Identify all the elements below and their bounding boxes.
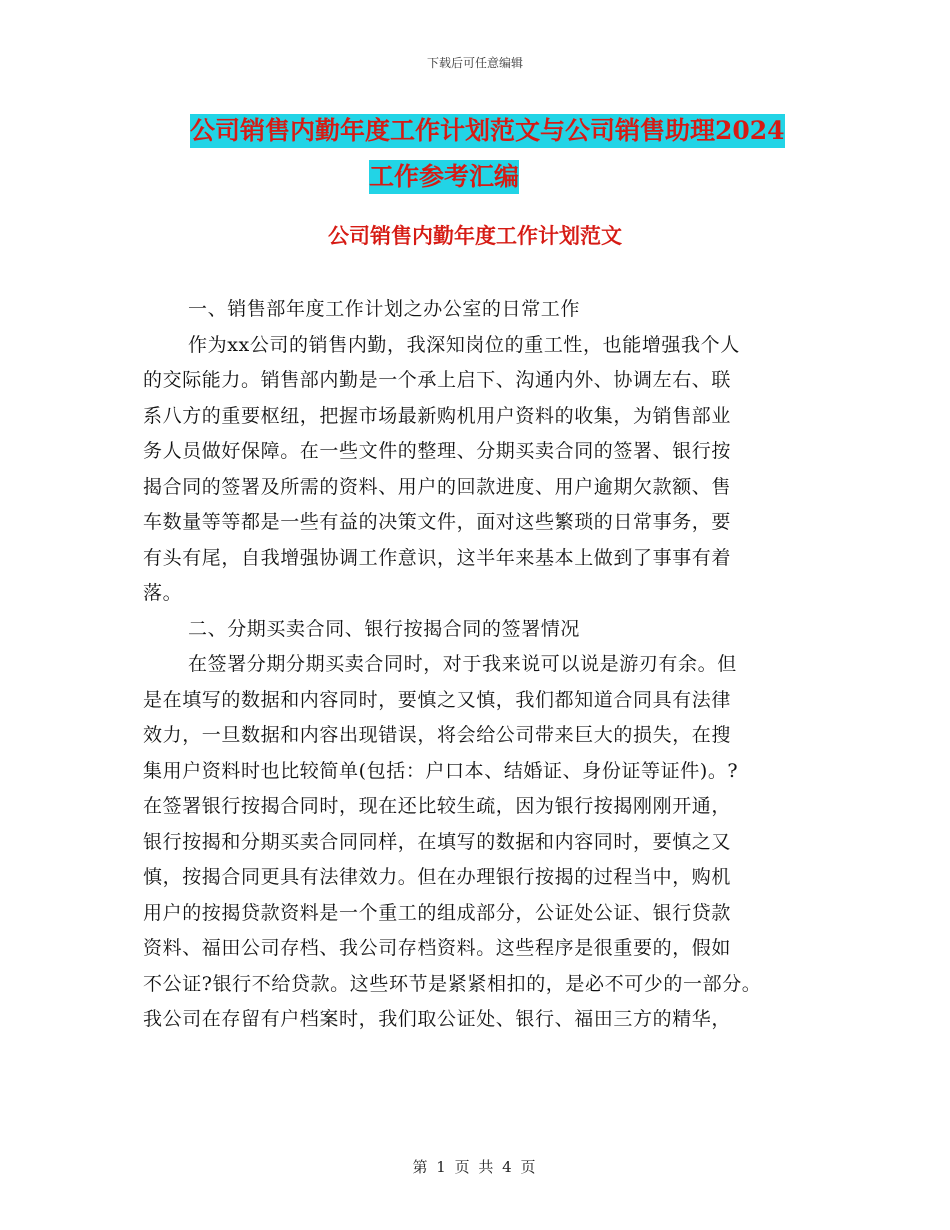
paragraph-line: 有头有尾，自我增强协调工作意识，这半年来基本上做到了事事有着 bbox=[143, 546, 732, 569]
heading-2: 二、分期买卖合同、银行按揭合同的签署情况 bbox=[188, 617, 581, 640]
page-footer: 第 1 页 共 4 页 bbox=[412, 1158, 538, 1176]
section-title: 公司销售内勤年度工作计划范文 bbox=[328, 223, 622, 248]
heading-1: 一、销售部年度工作计划之办公室的日常工作 bbox=[188, 298, 581, 320]
paragraph-line: 在签署分期分期买卖合同时，对于我来说可以说是游刃有余。但 bbox=[188, 653, 737, 675]
paragraph-line: 我公司在存留有户档案时，我们取公证处、银行、福田三方的精华， bbox=[143, 1008, 732, 1030]
paragraph-line: 在签署银行按揭合同时，现在还比较生疏，因为银行按揭刚刚开通， bbox=[143, 795, 732, 817]
paragraph-line: 资料、福田公司存档、我公司存档资料。这些程序是很重要的，假如 bbox=[143, 937, 732, 959]
header-note: 下载后可任意编辑 bbox=[426, 56, 523, 70]
paragraph-line: 揭合同的签署及所需的资料、用户的回款进度、用户逾期欠款额、售 bbox=[143, 475, 732, 498]
title-line-1: 公司销售内勤年度工作计划范文与公司销售助理2024 bbox=[190, 114, 785, 148]
paragraph-line: 不公证?银行不给贷款。这些环节是紧紧相扣的，是必不可少的一部分。 bbox=[143, 972, 762, 995]
paragraph-line: 效力，一旦数据和内容出现错误，将会给公司带来巨大的损失，在搜 bbox=[143, 724, 732, 746]
body-text bbox=[143, 292, 823, 1038]
paragraph-line: 用户的按揭贷款资料是一个重工的组成部分，公证处公证、银行贷款 bbox=[143, 901, 732, 924]
paragraph-line: 的交际能力。销售部内勤是一个承上启下、沟通内外、协调左右、联 bbox=[143, 369, 732, 391]
paragraph-line: 集用户资料时也比较简单(包括：户口本、结婚证、身份证等证件)。? bbox=[143, 759, 739, 782]
paragraph-line: 务人员做好保障。在一些文件的整理、分期买卖合同的签署、银行按 bbox=[143, 440, 732, 462]
paragraph-line: 作为xx公司的销售内勤，我深知岗位的重工性，也能增强我个人 bbox=[188, 333, 740, 356]
paragraph-line: 银行按揭和分期买卖合同同样，在填写的数据和内容同时，要慎之又 bbox=[143, 830, 732, 853]
paragraph-line: 系八方的重要枢纽，把握市场最新购机用户资料的收集，为销售部业 bbox=[143, 404, 732, 427]
title-line-2: 工作参考汇编 bbox=[369, 160, 519, 194]
paragraph-line: 是在填写的数据和内容同时，要慎之又慎，我们都知道合同具有法律 bbox=[143, 688, 732, 711]
document-title bbox=[190, 108, 810, 200]
paragraph-line: 慎，按揭合同更具有法律效力。但在办理银行按揭的过程当中，购机 bbox=[143, 866, 732, 888]
paragraph-line: 落。 bbox=[143, 582, 183, 604]
paragraph-line: 车数量等等都是一些有益的决策文件，面对这些繁琐的日常事务，要 bbox=[143, 511, 732, 533]
